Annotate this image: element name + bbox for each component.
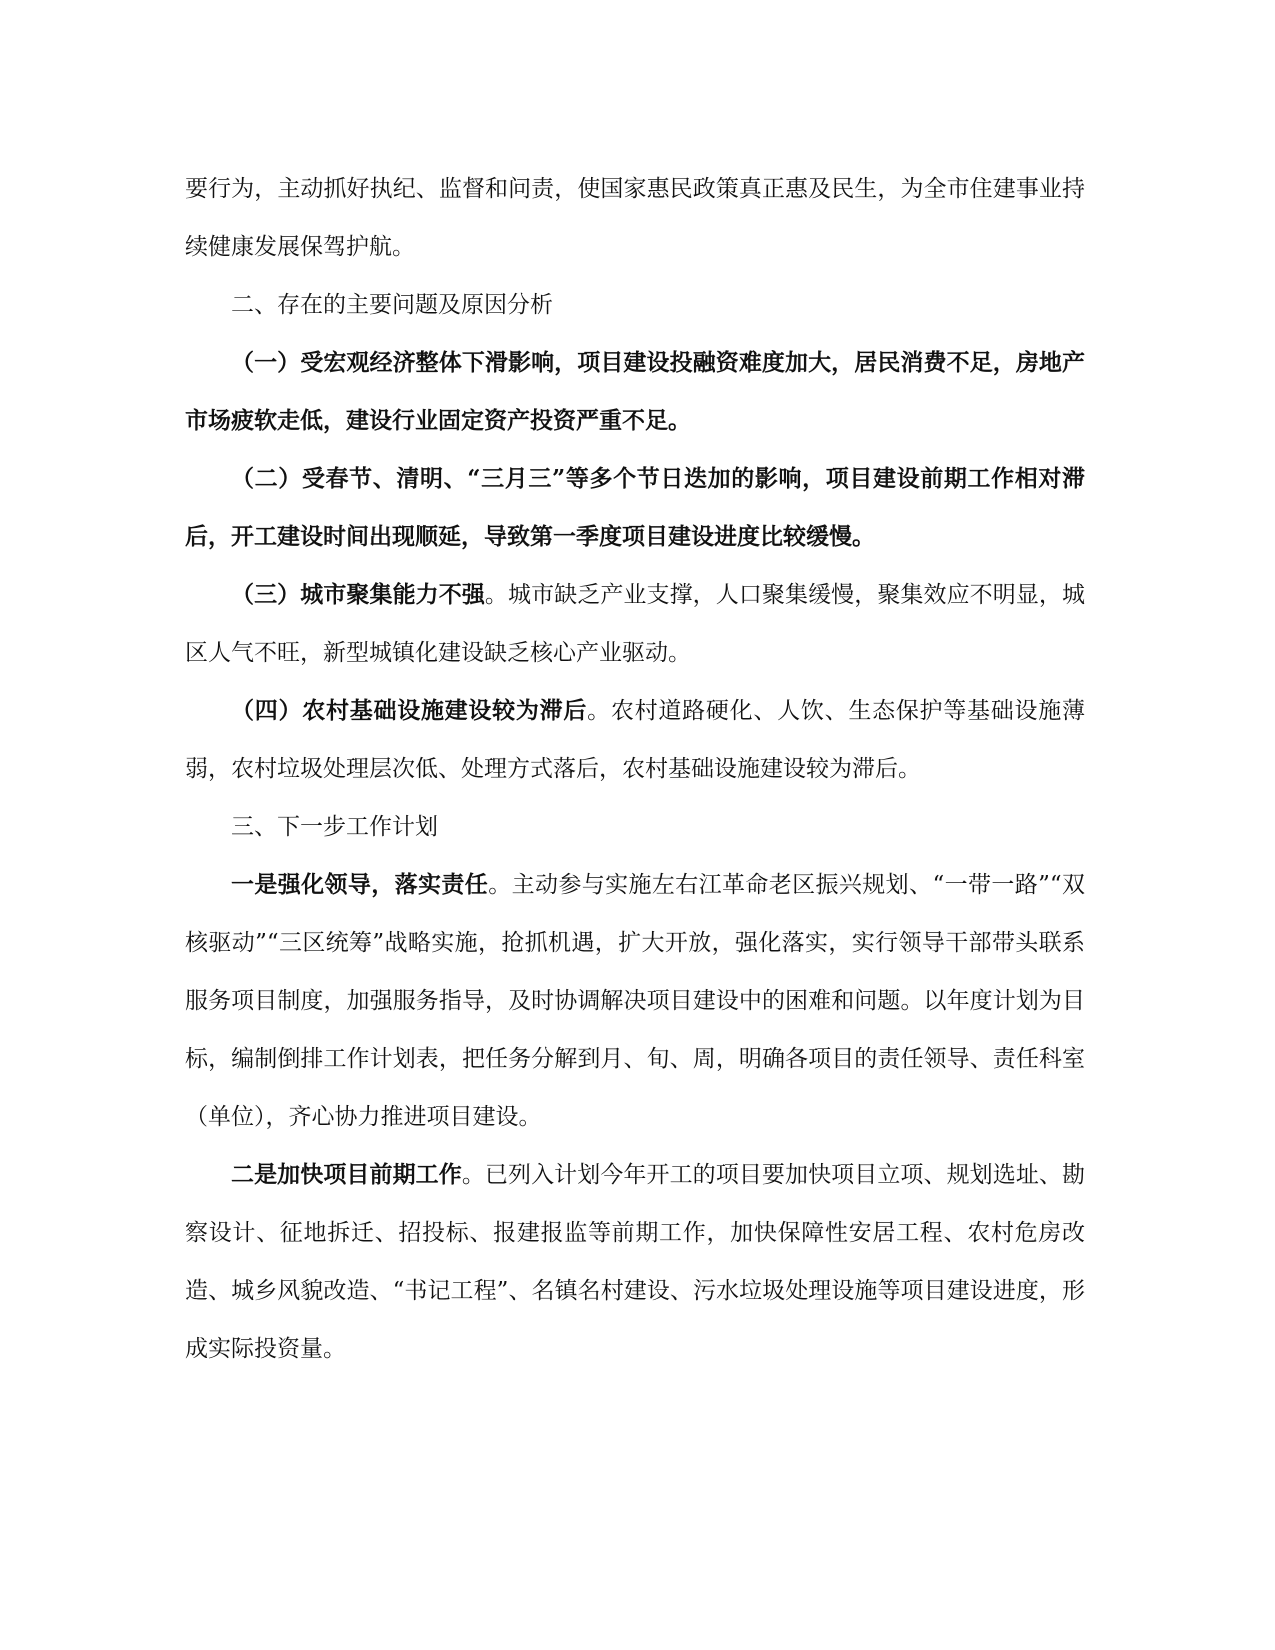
problem-3-heading: （三）城市聚集能力不强 [231,581,485,608]
paragraph-problem-2: （二）受春节、清明、“三月三”等多个节日迭加的影响，项目建设前期工作相对滞后，开工建设时间出现顺延，导致第一季度项目建设进度比较缓慢。 [185,465,1085,550]
section-heading-problems: 二、存在的主要问题及原因分析 [231,292,553,318]
paragraph-plan-1 [185,856,1085,1146]
plan-1-text: 。主动参与实施左右江革命老区振兴规划、“一带一路”“双核驱动”“三区统筹”战略实施，抢抓机遇，扩大开放，强化落实，实行领导干部带头联系服务项目制度，加强服务指导，及时协调解决项目建设中的困难和问题。以年度计划为目标，编制倒排工作计划表，把任务分解到月、旬、周，明确各项目的责任领导、责任科室（单位），齐心协力推进项目建设。 [185,872,1086,1130]
paragraph-problem-1: （一）受宏观经济整体下滑影响，项目建设投融资难度加大，居民消费不足，房地产市场疲软走低，建设行业固定资产投资严重不足。 [185,349,1085,434]
problem-3-text: 。城市缺乏产业支撑，人口聚集缓慢，聚集效应不明显，城区人气不旺，新型城镇化建设缺乏核心产业驱动。 [185,582,1086,666]
plan-2-heading: 二是加快项目前期工作 [231,1161,462,1188]
paragraph-problem-3 [185,566,1085,682]
document-page [185,160,1085,1378]
paragraph-continuation: 要行为，主动抓好执纪、监督和问责，使国家惠民政策真正惠及民生，为全市住建事业持续健康发展保驾护航。 [185,176,1085,260]
plan-1-heading: 一是强化领导，落实责任 [231,871,489,898]
problem-4-heading: （四）农村基础设施建设较为滞后 [231,697,588,724]
plan-2-text: 。已列入计划今年开工的项目要加快项目立项、规划选址、勘察设计、征地拆迁、招投标、报建报监等前期工作，加快保障性安居工程、农村危房改造、城乡风貌改造、“书记工程”、名镇名村建设、污水垃圾处理设施等项目建设进度，形成实际投资量。 [185,1162,1086,1362]
problem-4-text: 。农村道路硬化、人饮、生态保护等基础设施薄弱，农村垃圾处理层次低、处理方式落后，农村基础设施建设较为滞后。 [185,698,1086,782]
paragraph-problem-4 [185,682,1085,798]
paragraph-plan-2 [185,1146,1085,1378]
section-heading-plan: 三、下一步工作计划 [231,814,438,840]
